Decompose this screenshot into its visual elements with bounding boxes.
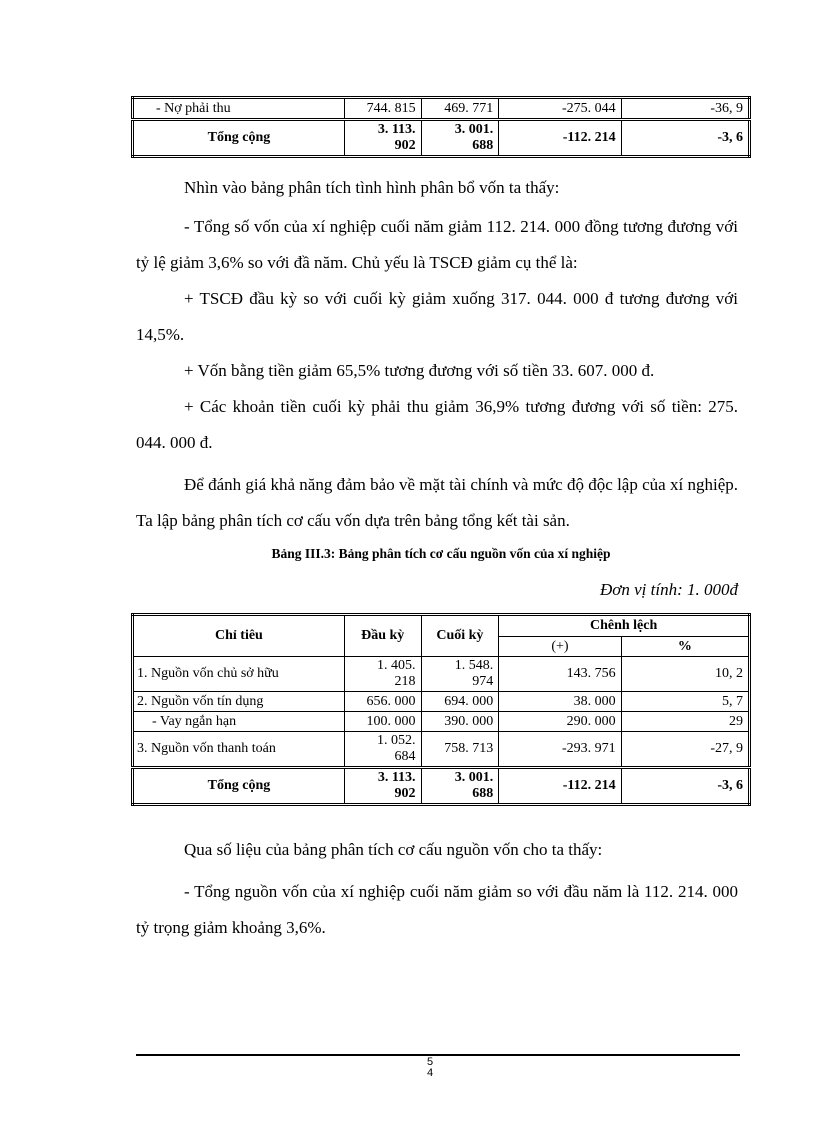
table-capital-structure (131, 613, 751, 806)
total-diff: -112. 214 (499, 768, 621, 805)
diff-value: -293. 971 (499, 732, 621, 768)
total-pct: -3, 6 (621, 768, 749, 805)
header-end: Cuối kỳ (421, 615, 499, 657)
table-row (133, 692, 750, 712)
total-begin-line1: 3. 113. (377, 122, 416, 137)
paragraph-3: + TSCĐ đầu kỳ so với cuối kỳ giảm xuống 317. 044. 000 đ tương đương với 14,5%. (136, 289, 738, 344)
total-end-line2: 688 (472, 138, 494, 153)
table-row (133, 657, 750, 692)
header-criteria: Chỉ tiêu (133, 615, 345, 657)
begin-line1: 1. 405. (377, 658, 416, 673)
pct-value: 29 (621, 712, 749, 732)
row-label: - Vay ngắn hạn (133, 712, 345, 732)
total-begin (344, 768, 421, 805)
header-row (133, 615, 750, 637)
paragraph-4: + Vốn bằng tiền giảm 65,5% tương đương với số tiền 33. 607. 000 đ. (184, 361, 655, 380)
header-begin: Đầu kỳ (344, 615, 421, 657)
table-caption: Bảng III.3: Bảng phân tích cơ cấu nguồn vốn của xí nghiệp (271, 546, 611, 561)
paragraph-5: + Các khoản tiền cuối kỳ phải thu giảm 36,9% tương đương với số tiền: 275. 044. 000 đ. (136, 397, 738, 452)
page-number (0, 1058, 816, 1080)
table-row (133, 98, 750, 120)
diff-value: 290. 000 (499, 712, 621, 732)
begin-value: 100. 000 (344, 712, 421, 732)
diff-value: 38. 000 (499, 692, 621, 712)
footer-rule (136, 1054, 740, 1056)
total-begin-line2: 902 (394, 786, 416, 801)
total-begin-line1: 3. 113. (377, 770, 416, 785)
end-value: 758. 713 (421, 732, 499, 768)
paragraph-6: Để đánh giá khả năng đảm bảo về mặt tài chính và mức độ độc lập của xí nghiệp. Ta lập bảng phân tích cơ cấu vốn dựa trên bảng tổng kết tài sản. (136, 475, 738, 530)
table-total-row (133, 120, 750, 157)
total-end-line1: 3. 001. (454, 770, 494, 785)
header-diff: Chênh lệch (499, 615, 750, 637)
total-diff: -112. 214 (499, 120, 621, 157)
end-value: 469. 771 (421, 98, 499, 120)
page-number-line2: 4 (426, 1068, 434, 1080)
pct-value: -27, 9 (621, 732, 749, 768)
begin-value (344, 732, 421, 768)
unit-label: Đơn vị tính: 1. 000đ (600, 580, 738, 599)
row-label: - Nợ phải thu (133, 98, 345, 120)
table-total-row (133, 768, 750, 805)
header-plus: (+) (499, 637, 621, 657)
table-row (133, 712, 750, 732)
row-label: 1. Nguồn vốn chủ sở hữu (133, 657, 345, 692)
pct-value: -36, 9 (621, 98, 749, 120)
table-row (133, 732, 750, 768)
total-end (421, 768, 499, 805)
total-pct: -3, 6 (621, 120, 749, 157)
pct-value: 5, 7 (621, 692, 749, 712)
total-end (421, 120, 499, 157)
paragraph-7: Qua số liệu của bảng phân tích cơ cấu nguồn vốn cho ta thấy: (184, 840, 603, 859)
total-end-line1: 3. 001. (454, 122, 494, 137)
begin-value: 744. 815 (344, 98, 421, 120)
begin-line2: 218 (394, 674, 416, 689)
total-begin (344, 120, 421, 157)
begin-value (344, 657, 421, 692)
total-end-line2: 688 (472, 786, 494, 801)
end-value (421, 657, 499, 692)
begin-value: 656. 000 (344, 692, 421, 712)
end-line2: 974 (472, 674, 494, 689)
end-line1: 1. 548. (454, 658, 494, 673)
end-value: 390. 000 (421, 712, 499, 732)
table-allocation-continued (131, 96, 751, 158)
paragraph-1: Nhìn vào bảng phân tích tình hình phân bổ vốn ta thấy: (184, 178, 560, 197)
row-label: 3. Nguồn vốn thanh toán (133, 732, 345, 768)
begin-line2: 684 (394, 749, 416, 764)
pct-value: 10, 2 (621, 657, 749, 692)
total-label: Tổng cộng (133, 768, 345, 805)
header-pct: % (621, 637, 749, 657)
page-number-line1: 5 (426, 1057, 434, 1069)
diff-value: 143. 756 (499, 657, 621, 692)
paragraph-8: - Tổng nguồn vốn của xí nghiệp cuối năm giảm so với đầu năm là 112. 214. 000 tỷ trọng giảm khoảng 3,6%. (136, 882, 738, 937)
row-label: 2. Nguồn vốn tín dụng (133, 692, 345, 712)
paragraph-2: - Tổng số vốn của xí nghiệp cuối năm giảm 112. 214. 000 đồng tương đương với tỷ lệ giảm 3,6% so với đầ năm. Chủ yếu là TSCĐ giảm cụ thể là: (136, 217, 738, 272)
end-value: 694. 000 (421, 692, 499, 712)
begin-line1: 1. 052. (377, 733, 416, 748)
diff-value: -275. 044 (499, 98, 621, 120)
total-label: Tổng cộng (133, 120, 345, 157)
total-begin-line2: 902 (394, 138, 416, 153)
